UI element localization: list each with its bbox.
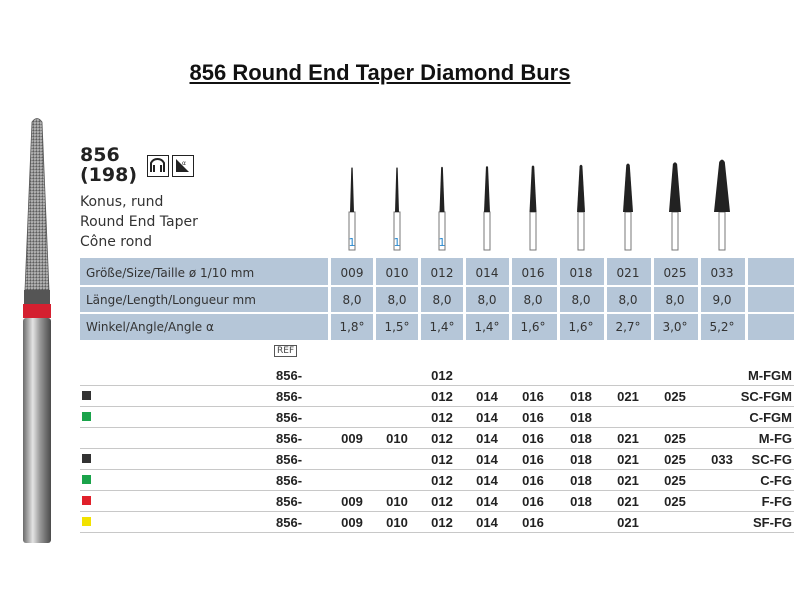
size-value: 009 [340,266,364,280]
size-cell: 021 [617,494,639,509]
length-label: Länge/Length/Longueur mm [86,293,256,307]
shank-type: SF-FG [753,515,792,530]
size-cell: 009 [341,494,363,509]
size-cell: 010 [386,431,408,446]
table-row [80,449,794,470]
size-cell: 014 [476,410,498,425]
size-cell: 018 [570,431,592,446]
ref-prefix: 856- [276,452,303,467]
color-code-square [82,517,91,526]
table-row [80,407,794,428]
panel-column-gap [745,258,748,340]
bur-tip-012 [439,167,446,250]
shank-type: C-FGM [749,410,792,425]
size-cell: 012 [431,473,453,488]
length-value: 8,0 [571,293,591,307]
color-code-square [82,475,91,484]
color-code-square [82,454,91,463]
size-cell: 016 [522,473,544,488]
name-fr: Cône rond [80,234,153,250]
size-cell: 014 [476,452,498,467]
table-row [80,365,794,386]
angle-value: 5,2° [709,320,735,334]
ref-prefix: 856- [276,368,303,383]
angle-value: 1,5° [384,320,410,334]
size-cell: 009 [341,515,363,530]
size-value: 021 [616,266,640,280]
angle-value: 2,7° [615,320,641,334]
size-cell: 016 [522,494,544,509]
bur-tip-025 [669,162,681,250]
product-alt-number: (198) [80,164,138,186]
size-cell: 012 [431,368,453,383]
size-cell: 018 [570,452,592,467]
length-value: 8,0 [432,293,452,307]
panel-column-gap [698,258,701,340]
shank-type: SC-FGM [740,389,792,404]
size-label: Größe/Size/Taille ø 1/10 mm [86,266,255,280]
size-cell: 012 [431,452,453,467]
color-code-square [82,496,91,505]
length-value: 8,0 [665,293,685,307]
size-value: 012 [430,266,454,280]
bur-tip-009 [349,167,356,250]
ref-prefix: 856- [276,473,303,488]
size-cell: 018 [570,494,592,509]
panel-column-gap [509,258,512,340]
table-row [80,512,794,533]
size-value: 018 [569,266,593,280]
shank-type: M-FG [758,431,792,446]
color-code-square [82,412,91,421]
size-cell: 018 [570,410,592,425]
size-cell: 016 [522,515,544,530]
panel-column-gap [557,258,560,340]
ref-prefix: 856- [276,410,303,425]
size-cell: 018 [570,389,592,404]
size-value: 014 [475,266,499,280]
ref-prefix: 856- [276,494,303,509]
angle-value: 1,4° [429,320,455,334]
size-cell: 018 [570,473,592,488]
size-cell: 016 [522,410,544,425]
ref-prefix: 856- [276,515,303,530]
panel-column-gap [418,258,421,340]
name-de: Konus, rund [80,194,164,210]
color-code-square [82,391,91,400]
size-cell: 025 [664,494,686,509]
size-value: 033 [710,266,734,280]
table-row [80,491,794,512]
size-cell: 012 [431,494,453,509]
size-cell: 016 [522,389,544,404]
size-cell: 012 [431,515,453,530]
size-cell: 021 [617,473,639,488]
size-cell: 025 [664,389,686,404]
length-value: 8,0 [477,293,497,307]
panel-column-gap [604,258,607,340]
length-value: 8,0 [618,293,638,307]
bur-tip-018 [577,165,585,250]
size-cell: 016 [522,431,544,446]
size-cell: 021 [617,452,639,467]
panel-divider [80,285,794,287]
size-cell: 025 [664,452,686,467]
angle-label: Winkel/Angle/Angle α [86,320,214,334]
panel-column-gap [651,258,654,340]
size-cell: 014 [476,473,498,488]
size-cell: 012 [431,410,453,425]
ref-prefix: 856- [276,431,303,446]
panel-column-gap [463,258,466,340]
angle-value: 1,6° [568,320,594,334]
panel-divider [80,312,794,314]
page-title: 856 Round End Taper Diamond Burs [189,60,571,85]
table-row [80,428,794,449]
size-cell: 033 [711,452,733,467]
tip-mark: 1 [393,236,401,249]
shank-type: C-FG [760,473,792,488]
length-value: 9,0 [712,293,732,307]
angle-value: 1,4° [474,320,500,334]
size-cell: 014 [476,431,498,446]
table-row [80,470,794,491]
tip-mark: 1 [438,236,446,249]
size-cell: 010 [386,515,408,530]
size-cell: 010 [386,494,408,509]
shank-type: M-FGM [747,368,792,383]
length-value: 8,0 [387,293,407,307]
size-cell: 025 [664,473,686,488]
ref-label: REF [274,345,297,357]
size-cell: 009 [341,431,363,446]
ref-prefix: 856- [276,389,303,404]
size-cell: 016 [522,452,544,467]
panel-column-gap [373,258,376,340]
bur-tip-010 [394,167,401,250]
size-cell: 012 [431,431,453,446]
size-cell: 014 [476,389,498,404]
size-cell: 014 [476,515,498,530]
angle-value: 3,0° [662,320,688,334]
bur-tip-033 [714,160,730,250]
panel-column-gap [328,258,331,340]
size-value: 025 [663,266,687,280]
size-cell: 021 [617,515,639,530]
size-cell: 012 [431,389,453,404]
size-cell: 021 [617,389,639,404]
tip-mark: 1 [348,236,356,249]
bur-tip-016 [530,165,537,250]
bur-tip-021 [623,164,633,251]
length-value: 8,0 [342,293,362,307]
angle-value: 1,6° [520,320,546,334]
size-cell: 021 [617,431,639,446]
svg-text:α: α [182,160,186,167]
length-value: 8,0 [523,293,543,307]
name-en: Round End Taper [80,214,198,230]
size-value: 016 [521,266,545,280]
bur-tip-illustrations [0,150,800,255]
shank-type: F-FG [761,494,792,509]
size-value: 010 [385,266,409,280]
size-cell: 025 [664,431,686,446]
size-cell: 014 [476,494,498,509]
angle-value: 1,8° [339,320,365,334]
bur-tip-014 [484,166,490,250]
product-number: 856 [80,144,120,166]
shank-type: SC-FG [751,452,792,467]
table-row [80,386,794,407]
